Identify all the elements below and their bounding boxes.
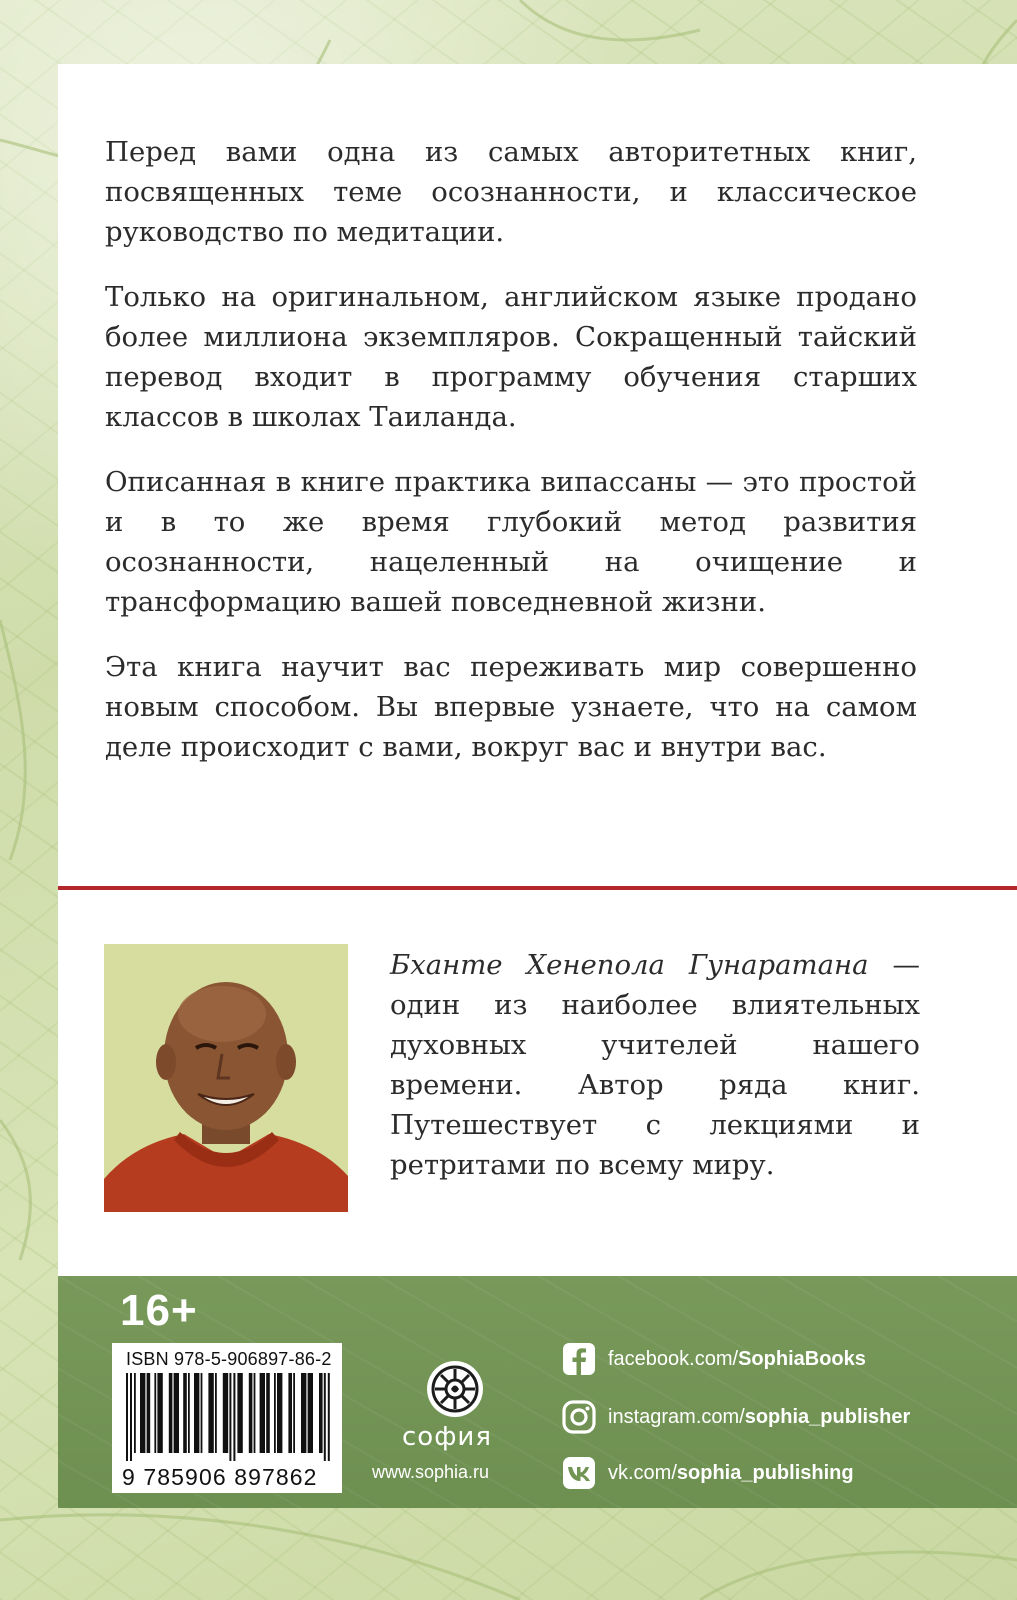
vk-handle: sophia_publishing: [676, 1461, 854, 1484]
barcode-bar: [324, 1373, 326, 1461]
author-bio: [390, 945, 920, 1185]
instagram-handle: sophia_publisher: [744, 1405, 911, 1428]
instagram-prefix: instagram.com/: [608, 1405, 745, 1428]
description-paragraph: Только на оригинальном, английском языке продано более миллиона экземпляров. Сокращенный тайский перевод входит в программу обучения старших классов в школах Таиланда.: [105, 281, 917, 433]
vk-link[interactable]: [562, 1456, 854, 1490]
barcode-bar: [277, 1373, 282, 1453]
author-description: — один из наиболее влиятельных духовных учителей нашего времени. Автор ряда книг. Путешествует с лекциями и ретритами по всему миру.: [390, 949, 920, 1181]
facebook-icon: [562, 1342, 596, 1376]
barcode-bar: [254, 1373, 256, 1453]
barcode-bar: [319, 1373, 323, 1453]
barcode-bar: [293, 1373, 295, 1453]
barcode-bar: [174, 1373, 179, 1453]
barcode-bar: [194, 1373, 199, 1453]
barcode-bar: [201, 1373, 203, 1453]
sophia-logo-icon: [426, 1360, 484, 1418]
barcode-bar: [237, 1373, 242, 1453]
facebook-handle: SophiaBooks: [738, 1347, 866, 1370]
barcode-bar: [229, 1373, 231, 1461]
barcode-bar: [134, 1373, 136, 1453]
barcode-bar: [301, 1373, 306, 1453]
isbn-text: ISBN 978-5-906897-86-2: [126, 1349, 332, 1369]
vk-icon: [562, 1456, 596, 1490]
barcode-bar: [140, 1373, 145, 1453]
publisher-website-link[interactable]: www.sophia.ru: [372, 1462, 490, 1482]
isbn-barcode: [112, 1343, 342, 1493]
barcode-bar: [126, 1373, 128, 1461]
vk-prefix: vk.com/: [608, 1461, 677, 1484]
age-rating: 16+: [120, 1286, 198, 1335]
barcode-bar: [223, 1373, 228, 1453]
facebook-prefix: facebook.com/: [608, 1347, 739, 1370]
barcode-bar: [188, 1373, 190, 1453]
barcode-bar: [274, 1373, 276, 1453]
barcode-bar: [157, 1373, 162, 1453]
facebook-link[interactable]: [562, 1342, 866, 1376]
barcode-bar: [169, 1373, 173, 1453]
barcode-bar: [328, 1373, 330, 1461]
description-paragraph: Перед вами одна из самых авторитетных книг, посвященных теме осознанности, и классическое руководство по медитации.: [105, 136, 917, 248]
barcode-bar: [147, 1373, 151, 1453]
barcode-bar: [288, 1373, 292, 1453]
section-divider: [58, 886, 1017, 890]
description-paragraph: Описанная в книге практика випассаны — это простой и в то же время глубокий метод развития осознанности, нацеленный на очищение и трансформацию вашей повседневной жизни.: [105, 466, 917, 618]
instagram-icon: [562, 1400, 596, 1434]
barcode-bar: [183, 1373, 187, 1453]
barcode-bar: [249, 1373, 253, 1453]
instagram-link[interactable]: [562, 1400, 910, 1434]
blurb-panel: [58, 64, 1017, 1276]
author-photo: [104, 944, 348, 1212]
description-paragraph: Эта книга научит вас переживать мир совершенно новым способом. Вы впервые узнаете, что на самом деле происходит с вами, вокруг вас и внутри вас.: [105, 651, 917, 763]
barcode-bar: [208, 1373, 213, 1453]
barcode-bar: [215, 1373, 217, 1453]
book-description: [105, 132, 917, 792]
barcode-bar: [260, 1373, 265, 1453]
author-name: Бханте Хенепола Гунаратана: [390, 949, 869, 981]
barcode-bar: [130, 1373, 132, 1461]
barcode-bar: [308, 1373, 313, 1453]
back-cover-footer: [58, 1276, 1017, 1508]
barcode-bar: [233, 1373, 235, 1461]
barcode-digits: 9 785906 897862: [122, 1464, 318, 1490]
publisher-name: софия: [402, 1422, 492, 1452]
barcode-bars: [124, 1373, 330, 1461]
barcode-bar: [266, 1373, 270, 1453]
barcode-bar: [154, 1373, 156, 1453]
